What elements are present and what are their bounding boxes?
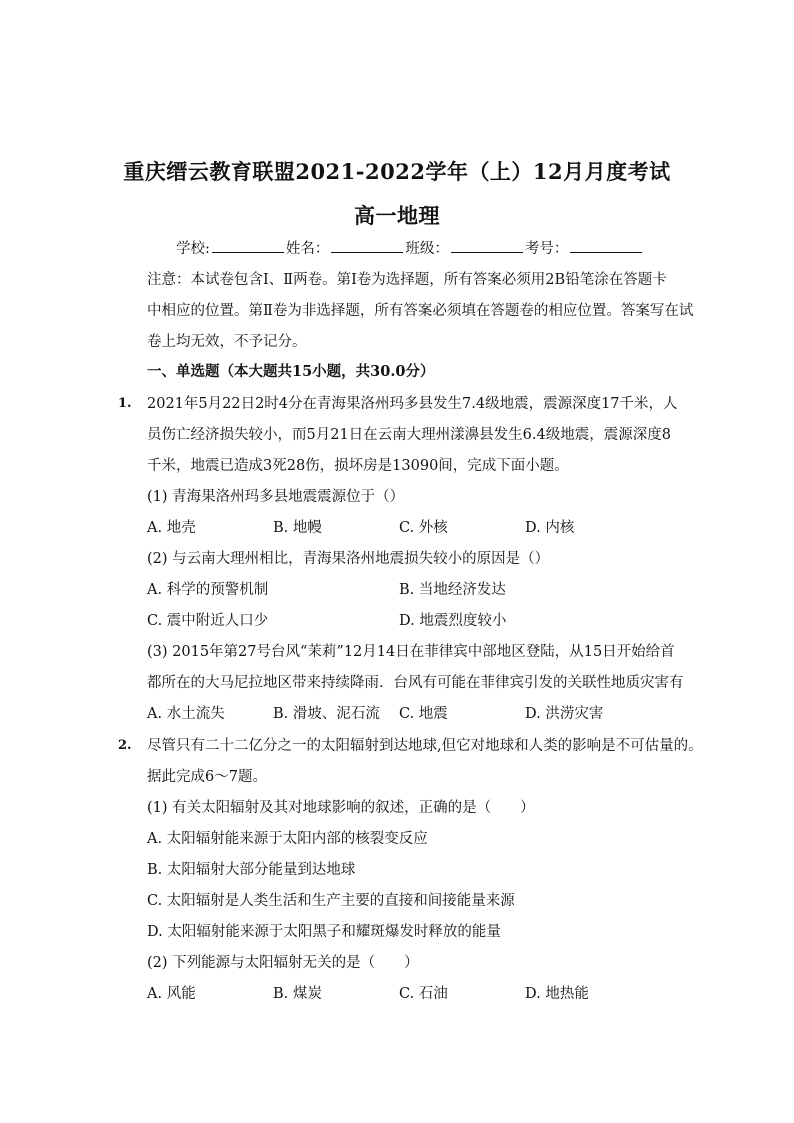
question-2-sub-1: (1) 有关太阳辐射及其对地球影响的叙述，正确的是（ ） (147, 800, 535, 816)
q1-sub3-option-b[interactable]: B. 滑坡、泥石流 (273, 706, 380, 722)
name-blank[interactable] (331, 238, 403, 253)
class-blank[interactable] (451, 238, 523, 253)
question-2-sub-2: (2) 下列能源与太阳辐射无关的是（ ） (147, 955, 419, 971)
notice-line-2: 中相应的位置。第Ⅱ卷为非选择题，所有答案必须填在答题卷的相应位置。答案写在试 (147, 303, 694, 319)
q2-sub1-option-a[interactable]: A. 太阳辐射能来源于太阳内部的核裂变反应 (147, 831, 428, 847)
subject-title: 高一地理 (354, 203, 440, 228)
class-label: 班级： (405, 241, 449, 257)
number-label: 考号： (524, 241, 569, 257)
question-2-stem-line-1: 尽管只有二十二亿分之一的太阳辐射到达地球,但它对地球和人类的影响是不可估量的。 (147, 738, 703, 754)
question-1-sub-3-line-2: 都所在的大马尼拉地区带来持续降雨．台风有可能在菲律宾引发的关联性地质灾害有 (147, 675, 684, 691)
name-label: 姓名： (285, 241, 330, 257)
q1-sub3-option-c[interactable]: C. 地震 (399, 706, 448, 722)
school-blank[interactable] (212, 238, 284, 253)
notice-line-1: 注意：本试卷包含Ⅰ、Ⅱ两卷。第Ⅰ卷为选择题，所有答案必须用2B铅笔涂在答题卡 (147, 272, 667, 288)
q2-sub2-option-a[interactable]: A. 风能 (147, 986, 196, 1002)
q2-sub1-option-b[interactable]: B. 太阳辐射大部分能量到达地球 (147, 862, 356, 878)
q2-sub2-option-c[interactable]: C. 石油 (399, 986, 448, 1002)
q1-sub2-option-c[interactable]: C. 震中附近人口少 (147, 613, 269, 629)
question-1-sub-1: (1) 青海果洛州玛多县地震震源位于（） (147, 489, 405, 505)
notice-line-3: 卷上均无效，不予记分。 (147, 334, 307, 350)
question-1-number: 1. (118, 396, 132, 411)
school-label: 学校: (176, 241, 210, 257)
q1-sub2-option-a[interactable]: A. 科学的预警机制 (147, 582, 269, 598)
question-1-stem-line-1: 2021年5月22日2时4分在青海果洛州玛多县发生7.4级地震，震源深度17千米，人 (147, 396, 678, 412)
question-1-stem-line-3: 千米，地震已造成3死28伤，损坏房是13090间，完成下面小题。 (147, 458, 569, 474)
exam-title: 重庆缙云教育联盟2021-2022学年（上）12月月度考试 (123, 159, 671, 184)
question-1-stem-line-2: 员伤亡经济损失较小，而5月21日在云南大理州漾濞县发生6.4级地震，震源深度8 (147, 427, 671, 443)
question-1-sub-3-line-1: (3) 2015年第27号台风“茉莉”12月14日在菲律宾中部地区登陆，从15日开始给首 (147, 644, 675, 660)
q1-sub1-option-b[interactable]: B. 地幔 (273, 520, 322, 536)
section-heading: 一、单选题（本大题共15小题，共30.0分） (147, 363, 435, 380)
question-2-number: 2. (118, 738, 132, 753)
q1-sub3-option-a[interactable]: A. 水土流失 (147, 706, 225, 722)
q1-sub1-option-c[interactable]: C. 外核 (399, 520, 448, 536)
q2-sub1-option-d[interactable]: D. 太阳辐射能来源于太阳黑子和耀斑爆发时释放的能量 (147, 924, 501, 940)
q1-sub2-option-d[interactable]: D. 地震烈度较小 (399, 613, 507, 629)
q1-sub2-option-b[interactable]: B. 当地经济发达 (399, 582, 506, 598)
q2-sub2-option-d[interactable]: D. 地热能 (525, 986, 589, 1002)
q2-sub2-option-b[interactable]: B. 煤炭 (273, 986, 322, 1002)
question-1-sub-2: (2) 与云南大理州相比，青海果洛州地震损失较小的原因是（） (147, 551, 550, 567)
question-2-stem-line-2: 据此完成6～7题。 (147, 769, 267, 785)
number-blank[interactable] (570, 238, 642, 253)
q2-sub1-option-c[interactable]: C. 太阳辐射是人类生活和生产主要的直接和间接能量来源 (147, 893, 515, 909)
q1-sub3-option-d[interactable]: D. 洪涝灾害 (525, 706, 604, 722)
info-fields-row (176, 238, 644, 259)
q1-sub1-option-d[interactable]: D. 内核 (525, 520, 575, 536)
q1-sub1-option-a[interactable]: A. 地壳 (147, 520, 196, 536)
